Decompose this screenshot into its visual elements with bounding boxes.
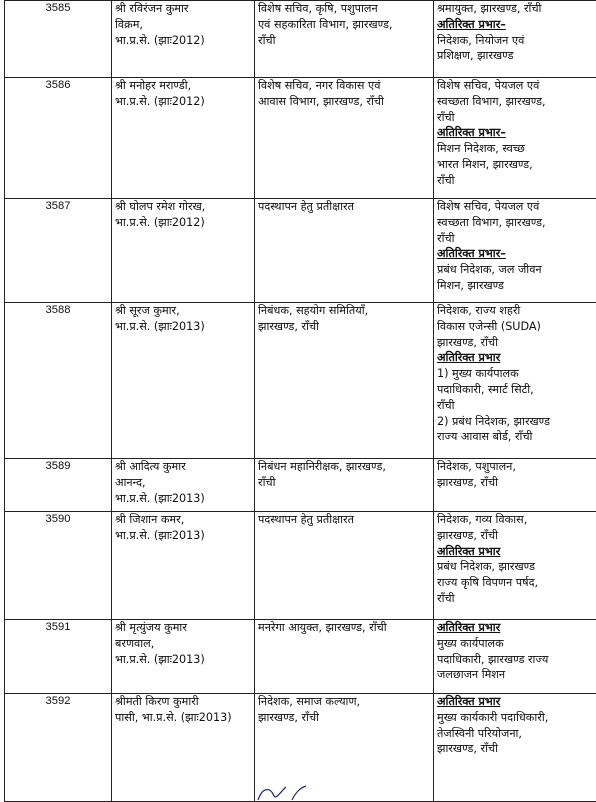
officer-name-line: भा.प्र.से. (झाः2013): [115, 652, 251, 668]
new-post-line: झारखण्ड, राँची: [437, 528, 596, 544]
new-post-cell: [434, 199, 596, 303]
current-post-line: एवं सहकारिता विभाग, झारखण्ड,: [258, 17, 430, 33]
table-row: [5, 459, 596, 512]
additional-charge-line: पदाधिकारी, झारखण्ड राज्य: [437, 652, 596, 668]
new-post-line: श्रमायुक्त, झारखण्ड, राँची: [437, 1, 596, 17]
additional-charge-line: मुख्य कार्यकारी पदाधिकारी,: [437, 710, 596, 726]
current-post-cell: [255, 459, 434, 512]
table-row: [5, 78, 596, 199]
officer-name-line: बरणवाल,: [115, 636, 251, 652]
officer-name-cell: [112, 78, 255, 199]
table-row: [5, 303, 596, 459]
current-post-line: आवास विभाग, झारखण्ड, राँची: [258, 94, 430, 110]
current-post-cell: [255, 512, 434, 620]
new-post-line: निदेशक, पशुपालन,: [437, 459, 596, 475]
additional-charge-line: राँची: [437, 398, 596, 414]
new-post-line: स्वच्छता विभाग, झारखण्ड,: [437, 94, 596, 110]
table-body: [5, 1, 596, 802]
new-post-line: राँची: [437, 231, 596, 247]
officer-name-cell: [112, 512, 255, 620]
serial-number: 3591: [5, 620, 112, 694]
current-post-line: निबंधक, सहयोग समितियाँ,: [258, 303, 430, 319]
additional-charge-heading: अतिरिक्त प्रभार: [437, 620, 596, 636]
new-post-line: विशेष सचिव, पेयजल एवं: [437, 78, 596, 94]
current-post-line: विशेष सचिव, नगर विकास एवं: [258, 78, 430, 94]
additional-charge-heading: अतिरिक्त प्रभार–: [437, 125, 596, 141]
new-post-cell: [434, 303, 596, 459]
current-post-cell: [255, 199, 434, 303]
additional-charge-line: भारत मिशन, झारखण्ड,: [437, 157, 596, 173]
serial-number: 3589: [5, 459, 112, 512]
additional-charge-line: प्रशिक्षण, झारखण्ड: [437, 48, 596, 64]
new-post-cell: [434, 1, 596, 78]
current-post-line: राँची: [258, 475, 430, 491]
officer-name-line: श्री मनोहर मराण्डी,: [115, 78, 251, 94]
new-post-cell: [434, 512, 596, 620]
current-post-cell: [255, 620, 434, 694]
current-post-line: पदस्थापन हेतु प्रतीक्षारत: [258, 199, 430, 215]
current-post-line: झारखण्ड, राँची: [258, 319, 430, 335]
serial-number: 3585: [5, 1, 112, 78]
additional-charge-line: निदेशक, नियोजन एवं: [437, 33, 596, 49]
new-post-line: विकास एजेन्सी (SUDA): [437, 319, 596, 335]
new-post-line: झारखण्ड, राँची: [437, 335, 596, 351]
officer-name-line: भा.प्र.से. (झाः2012): [115, 94, 251, 110]
officer-name-line: पासी, भा.प्र.से. (झाः2013): [115, 710, 251, 726]
officer-name-line: विक्रम,: [115, 17, 251, 33]
current-post-line: निदेशक, समाज कल्याण,: [258, 694, 430, 710]
officer-name-line: श्री सूरज कुमार,: [115, 303, 251, 319]
additional-charge-heading: अतिरिक्त प्रभार: [437, 350, 596, 366]
officer-name-line: भा.प्र.से. (झाः2013): [115, 319, 251, 335]
new-post-line: निदेशक, राज्य शहरी: [437, 303, 596, 319]
additional-charge-line: 1) मुख्य कार्यपालक: [437, 366, 596, 382]
officer-name-cell: [112, 199, 255, 303]
officer-name-line: श्री मृत्युंजय कुमार: [115, 620, 251, 636]
additional-charge-heading: अतिरिक्त प्रभार–: [437, 17, 596, 33]
officer-name-line: भा.प्र.से. (झाः2013): [115, 491, 251, 507]
officer-name-cell: [112, 459, 255, 512]
new-post-cell: [434, 620, 596, 694]
additional-charge-line: प्रबंध निदेशक, झारखण्ड: [437, 559, 596, 575]
new-post-line: स्वच्छता विभाग, झारखण्ड,: [437, 215, 596, 231]
officer-name-cell: [112, 1, 255, 78]
current-post-line: पदस्थापन हेतु प्रतीक्षारत: [258, 512, 430, 528]
signature-mark: [252, 784, 312, 801]
table-row: [5, 199, 596, 303]
additional-charge-heading: अतिरिक्त प्रभार: [437, 694, 596, 710]
serial-number: 3588: [5, 303, 112, 459]
serial-number: 3586: [5, 78, 112, 199]
current-post-line: निबंधन महानिरीक्षक, झारखण्ड,: [258, 459, 430, 475]
officer-name-line: भा.प्र.से. (झाः2012): [115, 215, 251, 231]
additional-charge-line: तेजस्विनी परियोजना,: [437, 726, 596, 742]
new-post-line: राँची: [437, 110, 596, 126]
officer-name-line: भा.प्र.से. (झाः2012): [115, 33, 251, 49]
current-post-cell: [255, 303, 434, 459]
additional-charge-line: राज्य कृषि विपणन पर्षद,: [437, 575, 596, 591]
serial-number: 3592: [5, 694, 112, 802]
table-row: [5, 1, 596, 78]
table-row: [5, 620, 596, 694]
additional-charge-line: झारखण्ड, राँची: [437, 741, 596, 757]
officer-name-line: श्री जिशान कमर,: [115, 512, 251, 528]
current-post-line: राँची: [258, 33, 430, 49]
additional-charge-line: मिशन, झारखण्ड: [437, 278, 596, 294]
additional-charge-line: पदाधिकारी, स्मार्ट सिटी,: [437, 382, 596, 398]
officer-name-cell: [112, 620, 255, 694]
current-post-line: विशेष सचिव, कृषि, पशुपालन: [258, 1, 430, 17]
additional-charge-line: मुख्य कार्यपालक: [437, 636, 596, 652]
new-post-line: विशेष सचिव, पेयजल एवं: [437, 199, 596, 215]
transfer-posting-table: [4, 0, 596, 802]
additional-charge-line: राज्य आवास बोर्ड, राँची: [437, 429, 596, 445]
new-post-cell: [434, 78, 596, 199]
additional-charge-heading: अतिरिक्त प्रभार: [437, 544, 596, 560]
new-post-cell: [434, 459, 596, 512]
officer-name-line: श्री घोलप रमेश गोरख,: [115, 199, 251, 215]
officer-name-cell: [112, 303, 255, 459]
current-post-line: झारखण्ड, राँची: [258, 710, 430, 726]
officer-name-line: आनन्द,: [115, 475, 251, 491]
new-post-line: निदेशक, गव्य विकास,: [437, 512, 596, 528]
serial-number: 3587: [5, 199, 112, 303]
table-row: [5, 512, 596, 620]
officer-name-cell: [112, 694, 255, 802]
additional-charge-line: 2) प्रबंध निदेशक, झारखण्ड: [437, 414, 596, 430]
officer-name-line: श्रीमती किरण कुमारी: [115, 694, 251, 710]
current-post-line: मनरेगा आयुक्त, झारखण्ड, राँची: [258, 620, 430, 636]
current-post-cell: [255, 78, 434, 199]
officer-name-line: श्री रविरंजन कुमार: [115, 1, 251, 17]
new-post-cell: [434, 694, 596, 802]
additional-charge-line: राँची: [437, 173, 596, 189]
additional-charge-line: प्रबंध निदेशक, जल जीवन: [437, 262, 596, 278]
officer-name-line: भा.प्र.से. (झाः2013): [115, 528, 251, 544]
additional-charge-line: राँची: [437, 591, 596, 607]
additional-charge-heading: अतिरिक्त प्रभार–: [437, 246, 596, 262]
officer-name-line: श्री आदित्य कुमार: [115, 459, 251, 475]
new-post-line: झारखण्ड, राँची: [437, 475, 596, 491]
additional-charge-line: जलछाजन मिशन: [437, 667, 596, 683]
current-post-cell: [255, 1, 434, 78]
serial-number: 3590: [5, 512, 112, 620]
additional-charge-line: मिशन निदेशक, स्वच्छ: [437, 141, 596, 157]
